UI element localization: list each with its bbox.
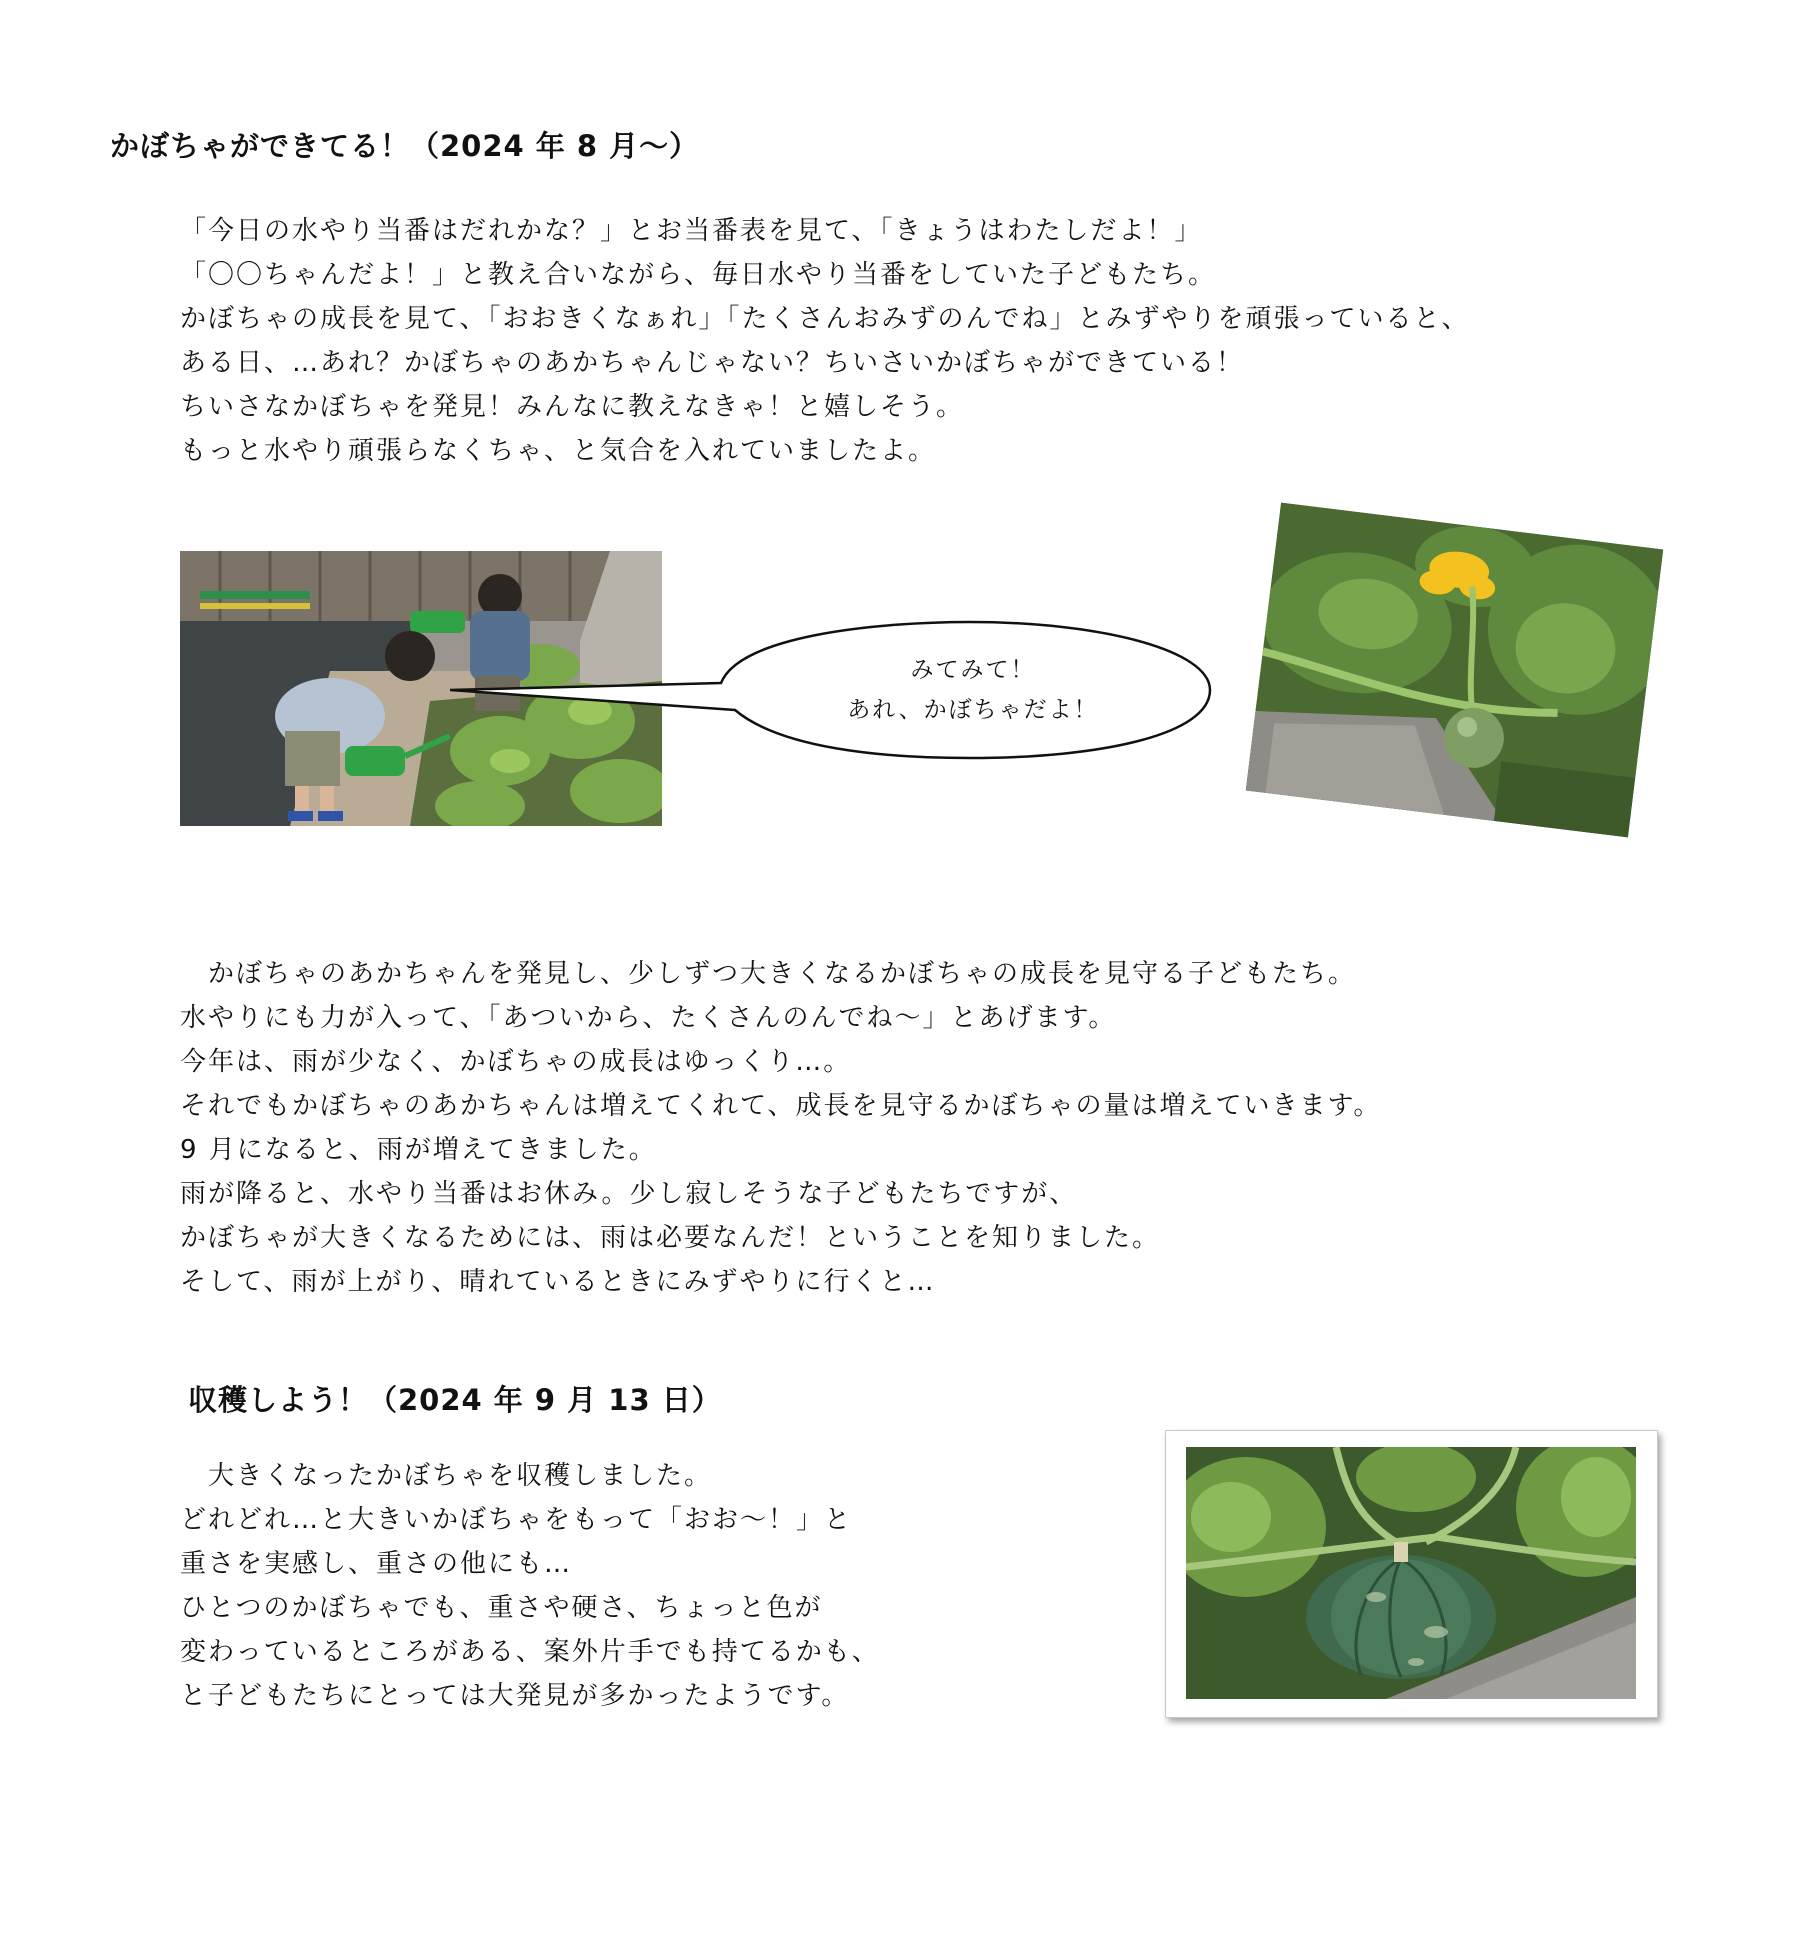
paragraph-line: 大きくなったかぼちゃを収穫しました。 bbox=[180, 1461, 713, 1491]
paragraph-line: ある日、…あれ？かぼちゃのあかちゃんじゃない？ちいさいかぼちゃができている！ bbox=[180, 348, 1245, 378]
photo-baby-pumpkin bbox=[1246, 503, 1663, 838]
paragraph-line: かぼちゃが大きくなるためには、雨は必要なんだ！ということを知りました。 bbox=[180, 1223, 1161, 1253]
paragraph-line: どれどれ…と大きいかぼちゃをもって「おお～！」と bbox=[180, 1505, 853, 1535]
section1-paragraph bbox=[180, 209, 1469, 473]
paragraph-line: そして、雨が上がり、晴れているときにみずやりに行くと… bbox=[180, 1267, 936, 1297]
paragraph-line: ひとつのかぼちゃでも、重さや硬さ、ちょっと色が bbox=[180, 1593, 823, 1623]
speech-bubble-text bbox=[722, 650, 1224, 730]
paragraph-line: もっと水やり頑張らなくちゃ、と気合を入れていましたよ。 bbox=[180, 436, 937, 466]
section-heading-harvest: 収穫しよう！（2024 年 9 月 13 日） bbox=[188, 1383, 722, 1417]
photo-large-pumpkin bbox=[1186, 1447, 1636, 1699]
paragraph-line: 雨が降ると、水やり当番はお休み。少し寂しそうな子どもたちですが、 bbox=[180, 1179, 1078, 1209]
section3-paragraph bbox=[180, 1454, 880, 1718]
paragraph-line: 「今日の水やり当番はだれかな？」とお当番表を見て、「きょうはわたしだよ！」 bbox=[180, 216, 1203, 246]
paragraph-line: 変わっているところがある、案外片手でも持てるかも、 bbox=[180, 1637, 880, 1667]
speech-bubble-line: あれ、かぼちゃだよ！ bbox=[847, 697, 1099, 723]
paragraph-line: 水やりにも力が入って、「あついから、たくさんのんでね～」とあげます。 bbox=[180, 1003, 1117, 1033]
paragraph-line: ちいさなかぼちゃを発見！みんなに教えなきゃ！と嬉しそう。 bbox=[180, 392, 965, 422]
paragraph-line: 重さを実感し、重さの他にも… bbox=[180, 1549, 573, 1579]
paragraph-line: 今年は、雨が少なく、かぼちゃの成長はゆっくり…。 bbox=[180, 1047, 852, 1077]
paragraph-line: 9 月になると、雨が増えてきました。 bbox=[180, 1135, 657, 1165]
photo-frame-harvest bbox=[1165, 1430, 1658, 1718]
paragraph-line: かぼちゃのあかちゃんを発見し、少しずつ大きくなるかぼちゃの成長を見守る子どもたち。 bbox=[180, 959, 1357, 989]
section-heading-pumpkin-growing: かぼちゃができてる！（2024 年 8 月～） bbox=[110, 129, 700, 163]
section2-paragraph bbox=[180, 952, 1381, 1304]
speech-bubble-line: みてみて！ bbox=[910, 657, 1036, 683]
paragraph-line: それでもかぼちゃのあかちゃんは増えてくれて、成長を見守るかぼちゃの量は増えていきます。 bbox=[180, 1091, 1382, 1121]
paragraph-line: かぼちゃの成長を見て、「おおきくなぁれ」「たくさんおみずのんでね」とみずやりを頑張っていると、 bbox=[180, 304, 1470, 334]
paragraph-line: 「〇〇ちゃんだよ！」と教え合いながら、毎日水やり当番をしていた子どもたち。 bbox=[180, 260, 1217, 290]
paragraph-line: と子どもたちにとっては大発見が多かったようです。 bbox=[180, 1681, 850, 1711]
